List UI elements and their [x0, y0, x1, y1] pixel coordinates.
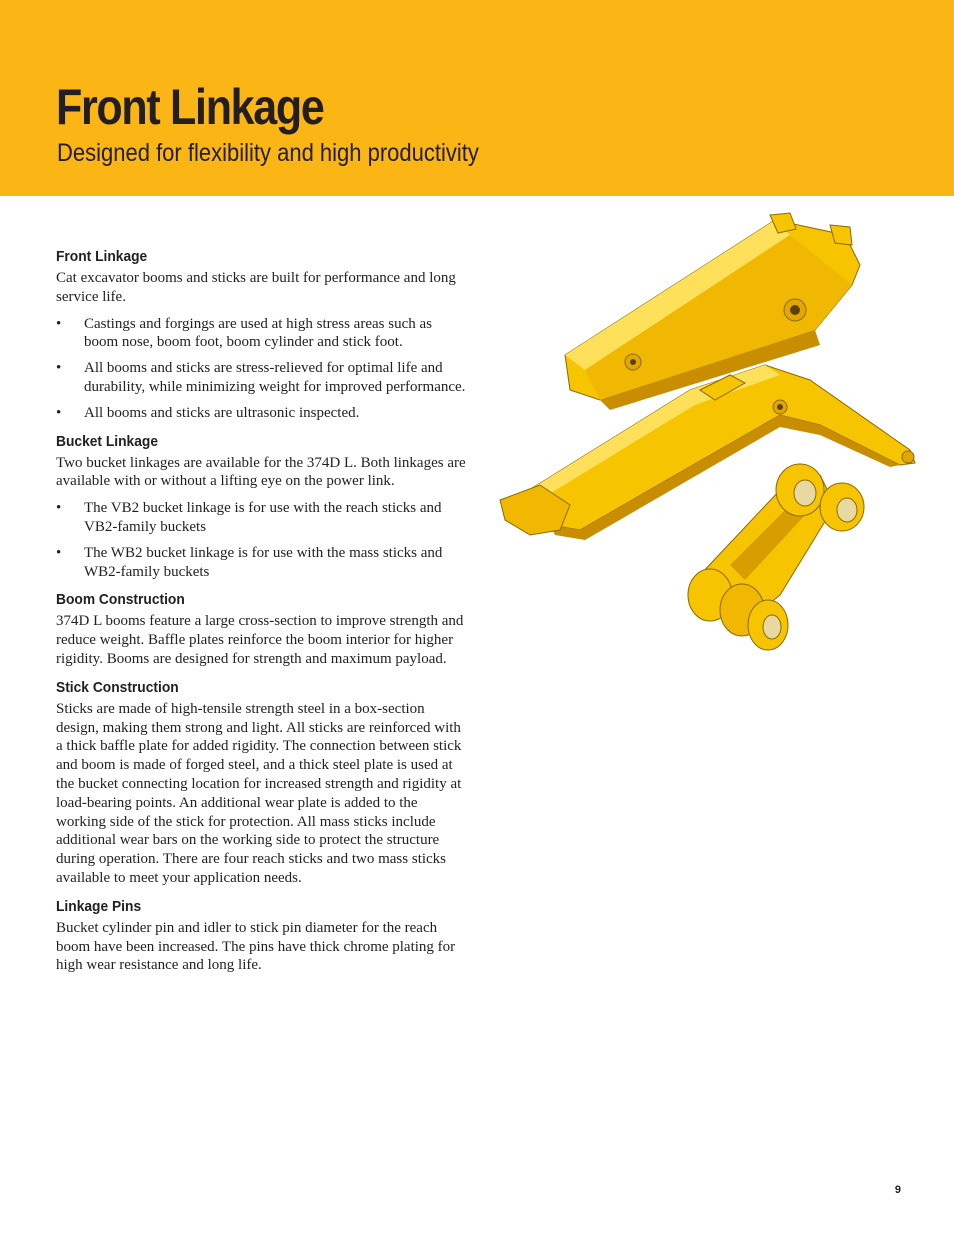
- bullet-item: • The VB2 bucket linkage is for use with the reach sticks and VB2-family buckets: [56, 499, 466, 537]
- section-heading: Front Linkage: [56, 248, 148, 265]
- section-paragraph: Bucket cylinder pin and idler to stick pin diameter for the reach boom have been increased. The pins have thick chrome plating for high wear resistance and long life.: [56, 919, 456, 974]
- section-paragraph: 374D L booms feature a large cross-section to improve strength and reduce weight. Baffle plates reinforce the boom interior for higher rigidity. Booms are designed for strength and maximum payload.: [56, 613, 464, 667]
- section-heading: Bucket Linkage: [56, 432, 159, 450]
- section-paragraph: Sticks are made of high-tensile strength steel in a box-section design, making them strong and light. All sticks are reinforced with a thick baffle plate for added rigidity. The connection between stick and boom is made of forged steel, and a thick steel plate is used at the bucket connecting location for increased strength and rigidity at load-bearing points. An additional wear plate is added to the working side of the stick for protection. All mass sticks include additional wear bars on the working side to protect the structure during operation. There are four reach sticks and two mass sticks available to meet your application needs.: [56, 700, 462, 886]
- section-boom-construction: [56, 590, 466, 668]
- bucket-linkage-part: [688, 464, 864, 650]
- bullet-item: • All booms and sticks are ultrasonic inspected.: [56, 404, 466, 423]
- section-bucket-linkage: [56, 432, 466, 582]
- section-paragraph: Cat excavator booms and sticks are built for performance and long service life.: [56, 270, 456, 305]
- section-front-linkage: [56, 247, 466, 423]
- bullet-list: [56, 315, 466, 423]
- body-text-column: [56, 247, 466, 984]
- stick-part: [565, 213, 860, 410]
- bullet-item: • Castings and forgings are used at high stress areas such as boom nose, boom foot, boom cylinder and stick foot.: [56, 315, 466, 353]
- front-linkage-illustration: [490, 205, 930, 655]
- section-linkage-pins: [56, 897, 466, 975]
- page-title: Front Linkage: [56, 79, 324, 135]
- bullet-list: [56, 499, 466, 581]
- bullet-item: • The WB2 bucket linkage is for use with the mass sticks and WB2-family buckets: [56, 544, 466, 582]
- section-heading: Boom Construction: [56, 591, 185, 609]
- section-heading: Linkage Pins: [56, 897, 142, 915]
- page-number: 9: [894, 1184, 901, 1196]
- section-stick-construction: [56, 678, 466, 888]
- page-subtitle: Designed for flexibility and high productivity: [57, 139, 479, 167]
- section-paragraph: Two bucket linkages are available for the 374D L. Both linkages are available with or without a lifting eye on the power link.: [56, 454, 466, 490]
- bullet-item: • All booms and sticks are stress-relieved for optimal life and durability, while minimizing weight for improved performance.: [56, 359, 466, 397]
- section-heading: Stick Construction: [56, 678, 179, 696]
